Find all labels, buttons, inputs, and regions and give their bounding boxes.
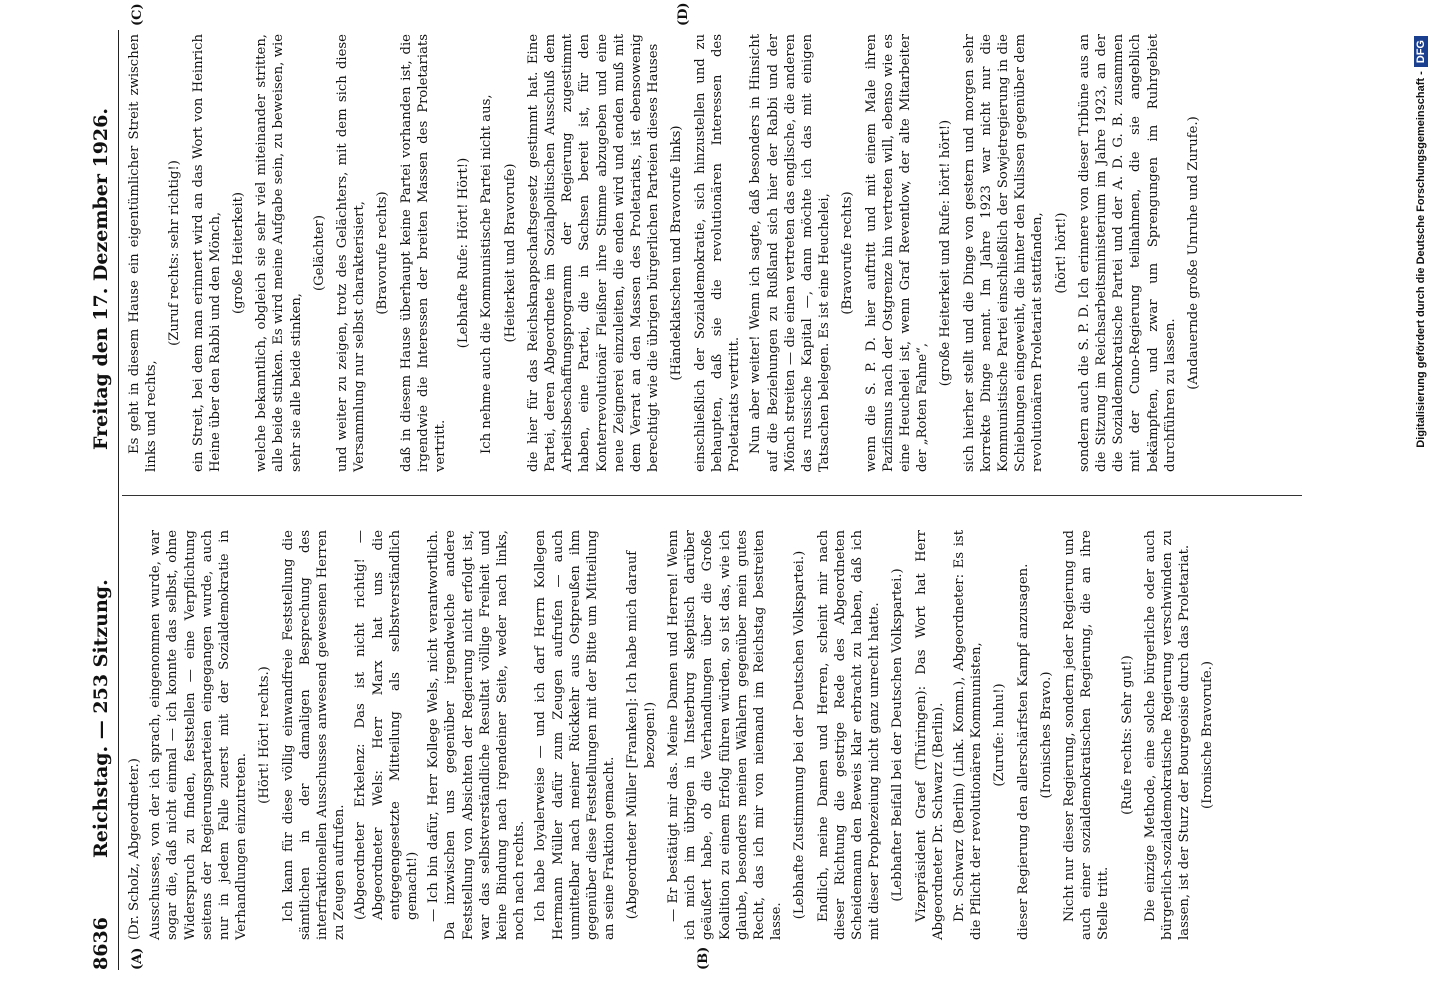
paragraph: dieser Regierung den allerschärfsten Kampf anzusagen. bbox=[1015, 563, 1031, 940]
paragraph: — Ich bin dafür, Herr Kollege Wels, nicht verantwortlich. Da inzwischen uns gegenüber irgendwelche andere Feststellung von Absichten der Regierung nicht erfolgt ist, war das selbstverständliche Resultat völlige Freiheit und keine Bindung nach irgendeiner Seite, weder nach links, noch nach rechts. bbox=[426, 530, 528, 940]
interjection: (Rufe rechts: Sehr gut!) bbox=[1119, 655, 1135, 815]
interjection: (große Heiterkeit) bbox=[231, 191, 247, 315]
margin-marker-a: (A) bbox=[130, 947, 145, 970]
paragraph: einschließlich der Sozialdemokratie, sich hinzustellen und zu behaupten, daß sie die revolutionären Interessen des Proletariats vertritt. bbox=[692, 34, 743, 472]
interjection: (Lebhafter Beifall bei der Deutschen Volkspartei.) bbox=[890, 568, 906, 902]
paragraph: Es geht in diesem Hause ein eigentümlicher Streit zwischen links und rechts, bbox=[127, 34, 160, 472]
speaker-intro: Vizepräsident Graef (Thüringen): Das Wort hat Herr Abgeordneter Dr. Schwarz (Berlin). bbox=[913, 530, 946, 940]
interjection: (Hört! Hört! rechts.) bbox=[257, 666, 273, 804]
paragraph: und weiter zu zeigen, trotz des Gelächters, mit dem sich diese Versammlung nur selbst charakterisiert, bbox=[335, 34, 368, 472]
paragraph: Endlich, meine Damen und Herren, scheint mir nach dieser Richtung die gestrige Rede des Abgeordneten Scheidemann den Beweis klar erbracht zu haben, daß ich mit dieser Prophezeiung nicht ganz unrecht hatte. bbox=[815, 530, 883, 940]
dfg-logo: DFG bbox=[1414, 36, 1428, 67]
paragraph: Die einzige Methode, eine solche bürgerliche oder auch bürgerlich-sozialdemokratische Regierung verschwinden zu lassen, ist der Sturz der Bourgeoisie durch das Proletariat. bbox=[1142, 530, 1193, 940]
paragraph: sich hierher stellt und die Dinge von gestern und morgen sehr korrekte Dinge nennt. Im Jahre 1923 war nicht nur die Kommunistische Partei einschließlich der Sowjetregierung in die Schiebungen eingeweiht, die hinter den Kulissen gegenüber dem revolutionären Proletariat stattfanden, bbox=[961, 34, 1046, 472]
interjection: (hört! hört!) bbox=[1053, 212, 1069, 294]
paragraph: Ausschusses, von der ich sprach, eingenommen wurde, war sogar die, daß nicht einmal — ich konnte das selbst, ohne Widerspruch zu finden, feststellen — eine Verpflichtung seitens der Regierungsparteien eingegangen wurde, auch nur in jedem Falle zuerst mit der Sozialdemokratie in Verhandlungen einzutreten. bbox=[148, 530, 250, 940]
interjection: (Zurufe: huhu!) bbox=[992, 683, 1008, 787]
page-number: 8636 bbox=[90, 917, 112, 970]
paragraph: welche bekanntlich, obgleich sie sehr viel miteinander stritten, alle beide stinken. Es wird meine Aufgabe sein, zu beweisen, wie sehr sie alle beide stinken, bbox=[254, 34, 304, 472]
paragraph: Ich nehme auch die Kommunistische Partei nicht aus, bbox=[479, 94, 495, 454]
interjection: (Händeklatschen und Bravorufe links) bbox=[669, 125, 685, 381]
credit-text bbox=[1410, 28, 1432, 988]
interjection: (Lebhafte Zustimmung bei der Deutschen Volkspartei.) bbox=[792, 550, 808, 920]
paragraph: sondern auch die S. P. D. Ich erinnere von dieser Tribüne aus an die Sitzung im Reichsarbeitsministerium im Jahre 1923, an der die Sozialdemokratische Partei und der A. D. G. B. zusammen mit der Cuno-Regierung teilnahmen, die sie angeblich bekämpften, und zwar um Sprengungen im Ruhrgebiet durchführen zu lassen. bbox=[1076, 34, 1178, 472]
interjection: (Abgeordneter Erkelenz: Das ist nicht richtig! — Abgeordneter Wels: Herr Marx hat uns die entgegengesetzte Mitteilung als selbstverständlich gemacht!) bbox=[353, 530, 421, 920]
paragraph: Nicht nur dieser Regierung, sondern jeder Regierung und auch einer sozialdemokratischen Regierung, die an ihre Stelle tritt. bbox=[1061, 530, 1112, 940]
interjection: (Abgeordneter Müller [Franken]: Ich habe mich darauf bezogen!) bbox=[625, 550, 658, 920]
paragraph: — Er bestätigt mir das. Meine Damen und Herren! Wenn ich mich im übrigen in Insterburg skeptisch darüber geäußert habe, ob die Verhandlungen über die Große Koalition zu einem Erfolg führen würden, so ist das, wie ich glaube, besonders meinen Wählern gegenüber mein gutes Recht, das ich mir von niemand im Reichstag bestreiten lasse. bbox=[665, 530, 785, 940]
margin-marker-c: (C) bbox=[130, 3, 145, 26]
speaker-intro: Dr. Schwarz (Berlin) (Link. Komm.), Abgeordneter: Es ist die Pflicht der revolutionären Kommunisten, bbox=[951, 530, 985, 940]
paragraph: Ich kann für diese völlig einwandfreie Feststellung die sämtlichen in der damaligen Besprechung des interfraktionellen Ausschusses anwesend gewesenen Herren zu Zeugen aufrufen. bbox=[280, 530, 348, 940]
session-date: Freitag den 17. Dezember 1926. bbox=[90, 108, 112, 450]
document-page bbox=[86, 2, 1326, 970]
speaker-continuation: (Dr. Scholz, Abgeordneter.) bbox=[127, 758, 142, 940]
page-header bbox=[86, 30, 119, 970]
paragraph: Nun aber weiter! Wenn ich sagte, daß besonders in Hinsicht auf die Beziehungen zu Rußland sich hier der Rabbi und der Mönch streiten — die einen vertreten das englische, die anderen das russische Kapital —, dann möchte ich das mit einigen Tatsachen belegen. Es ist eine Heuchelei, bbox=[748, 34, 833, 472]
margin-marker-b: (B) bbox=[696, 946, 711, 970]
paragraph: ein Streit, bei dem man erinnert wird an das Wort von Heinrich Heine über den Rabbi und den Mönch, bbox=[190, 34, 223, 472]
paragraph: Ich habe loyalerweise — und ich darf Herrn Kollegen Hermann Müller dafür zum Zeugen aufrufen — auch unmittelbar nach meiner Rückkehr aus Ostpreußen ihm gegenüber diese Feststellungen mit der Bitte um Mitteilung an seine Fraktion gemacht. bbox=[533, 530, 618, 940]
interjection: (Heiterkeit und Bravorufe) bbox=[502, 163, 518, 343]
interjection: (Bravorufe rechts) bbox=[375, 191, 391, 315]
paragraph: daß in diesem Hause überhaupt keine Partei vorhanden ist, die irgendwie die Interessen der breiten Massen des Proletariats vertritt. bbox=[398, 34, 449, 472]
digitization-credit-sidebar bbox=[1410, 28, 1432, 988]
interjection: (Zuruf rechts: sehr richtig!) bbox=[167, 160, 183, 346]
interjection: (Lebhafte Rufe: Hört! Hört!) bbox=[456, 157, 472, 349]
left-column bbox=[126, 530, 1223, 940]
interjection: (Ironische Bravorufe.) bbox=[1200, 660, 1216, 810]
credit-label: Digitalisierung gefördert durch die Deutsche Forschungsgemeinschaft - bbox=[1415, 71, 1427, 448]
interjection: (große Heiterkeit und Rufe: hört! hört!) bbox=[938, 119, 954, 387]
right-column bbox=[126, 34, 1208, 472]
session-title: Reichstag. — 253 Sitzung. bbox=[90, 579, 112, 858]
interjection: (Ironisches Bravo.) bbox=[1038, 671, 1054, 799]
interjection: (Andauernde große Unruhe und Zurufe.) bbox=[1185, 116, 1201, 390]
interjection: (Gelächter) bbox=[311, 215, 327, 291]
paragraph: die hier für das Reichsknappschaftsgesetz gestimmt hat. Eine Partei, deren Abgeordnete im Sozialpolitischen Ausschuß dem Arbeitsbeschaffungsprogramm der Regierung zugestimmt haben, eine Partei, die in Sachsen bereit ist, für den Konterrevolutionär Fleißner ihre Stimme abzugeben und eine neue Zeignerei einzuleiten, die enden wird und enden muß mit dem Verrat an den Massen des Proletariats, ist ebensowenig berechtigt wie die übrigen bürgerlichen Parteien dieses Hauses bbox=[525, 34, 662, 472]
interjection: (Bravorufe rechts) bbox=[840, 191, 856, 315]
paragraph: wenn die S. P. D. hier auftritt und mit einem Male ihren Pazifismus nach der Ostgrenze hin vertreten will, ebenso wie es eine Heuchelei ist, wenn Graf Reventlow, der alte Mitarbeiter der „Roten Fahne“, bbox=[863, 34, 931, 472]
margin-marker-d: (D) bbox=[676, 2, 691, 26]
column-divider bbox=[122, 495, 1302, 496]
